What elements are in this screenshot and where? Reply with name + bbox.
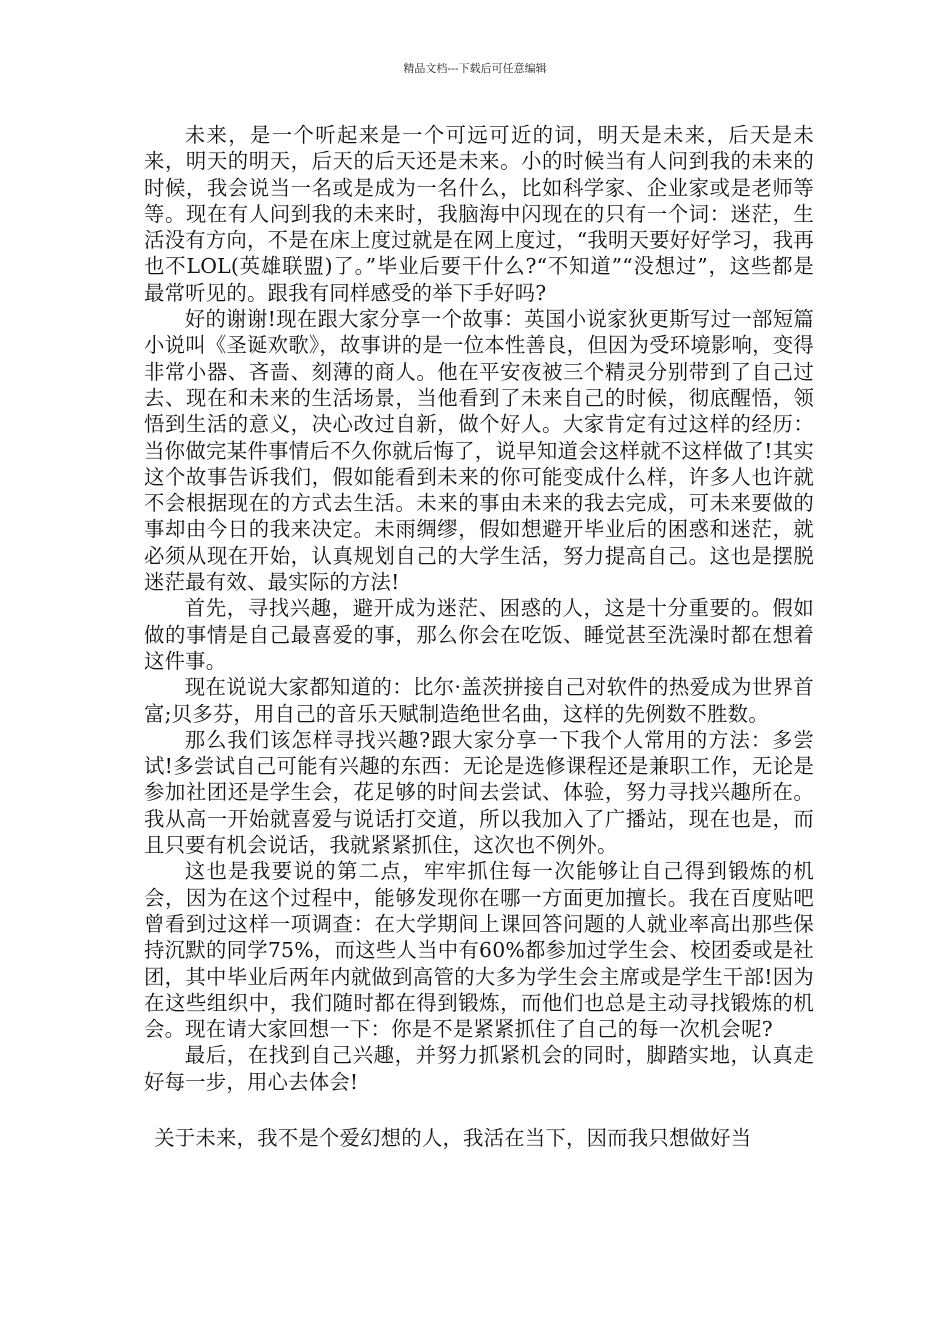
closing-paragraph: 关于未来，我不是个爱幻想的人，我活在当下，因而我只想做好当 xyxy=(154,1125,752,1150)
paragraph-1: 未来，是一个听起来是一个可远可近的词，明天是未来，后天是未来，明天的明天，后天的后天还是未来。小的时候当有人问到我的未来的时候，我会说当一名或是成为一名什么，比如科学家、企业家或是老师等等。现在有人问到我的未来时，我脑海中闪现在的只有一个词：迷茫，生活没有方向，不是在床上度过就是在网上度过，“我明天要好好学习，我再也不LOL(英雄联盟)了。”毕业后要干什么?“不知道”“没想过”，这些都是最常听见的。跟我有同样感受的举下手好吗? xyxy=(144,123,814,305)
paragraph-7: 最后，在找到自己兴趣，并努力抓紧机会的同时，脚踏实地，认真走好每一步，用心去体会! xyxy=(144,1043,814,1094)
document-body xyxy=(144,122,814,1151)
paragraph-6: 这也是我要说的第二点，牢牢抓住每一次能够让自己得到锻炼的机会，因为在这个过程中，能够发现你在哪一方面更加擅长。我在百度贴吧曾看到过这样一项调查：在大学期间上课回答问题的人就业率高出那些保持沉默的同学75%，而这些人当中有60%都参加过学生会、校团委或是社团，其中毕业后两年内就做到高管的大多为学生会主席或是学生干部!因为在这些组织中，我们随时都在得到锻炼，而他们也总是主动寻找锻炼的机会。现在请大家回想一下：你是不是紧紧抓住了自己的每一次机会呢? xyxy=(144,859,814,1042)
page-header: 精品文档---下载后可任意编辑 xyxy=(403,62,547,75)
paragraph-2: 好的谢谢!现在跟大家分享一个故事：英国小说家狄更斯写过一部短篇小说叫《圣诞欢歌》，故事讲的是一位本性善良，但因为受环境影响，变得非常小器、吝啬、刻薄的商人。他在平安夜被三个精灵分别带到了自己过去、现在和未来的生活场景，当他看到了未来自己的时候，彻底醒悟，领悟到生活的意义，决心改过自新，做个好人。大家肯定有过这样的经历：当你做完某件事情后不久你就后悔了，说早知道会这样就不这样做了!其实这个故事告诉我们，假如能看到未来的你可能变成什么样，许多人也许就不会根据现在的方式去生活。未来的事由未来的我去完成，可未来要做的事却由今日的我来决定。未雨绸缪，假如想避开毕业后的困惑和迷茫，就必须从现在开始，认真规划自己的大学生活，努力提高自己。这也是摆脱迷茫最有效、最实际的方法! xyxy=(144,307,814,595)
paragraph-gap xyxy=(144,1095,814,1125)
paragraph-5: 那么我们该怎样寻找兴趣?跟大家分享一下我个人常用的方法：多尝试!多尝试自己可能有兴趣的东西：无论是选修课程还是兼职工作，无论是参加社团还是学生会，花足够的时间去尝试、体验，努力寻找兴趣所在。我从高一开始就喜爱与说话打交道，所以我加入了广播站，现在也是，而且只要有机会说话，我就紧紧抓住，这次也不例外。 xyxy=(144,727,814,858)
paragraph-3: 首先，寻找兴趣，避开成为迷茫、困惑的人，这是十分重要的。假如做的事情是自己最喜爱的事，那么你会在吃饭、睡觉甚至洗澡时都在想着这件事。 xyxy=(144,596,814,673)
paragraph-4: 现在说说大家都知道的：比尔·盖茨拼接自己对软件的热爱成为世界首富;贝多芬，用自己的音乐天赋制造绝世名曲，这样的先例数不胜数。 xyxy=(144,675,814,726)
